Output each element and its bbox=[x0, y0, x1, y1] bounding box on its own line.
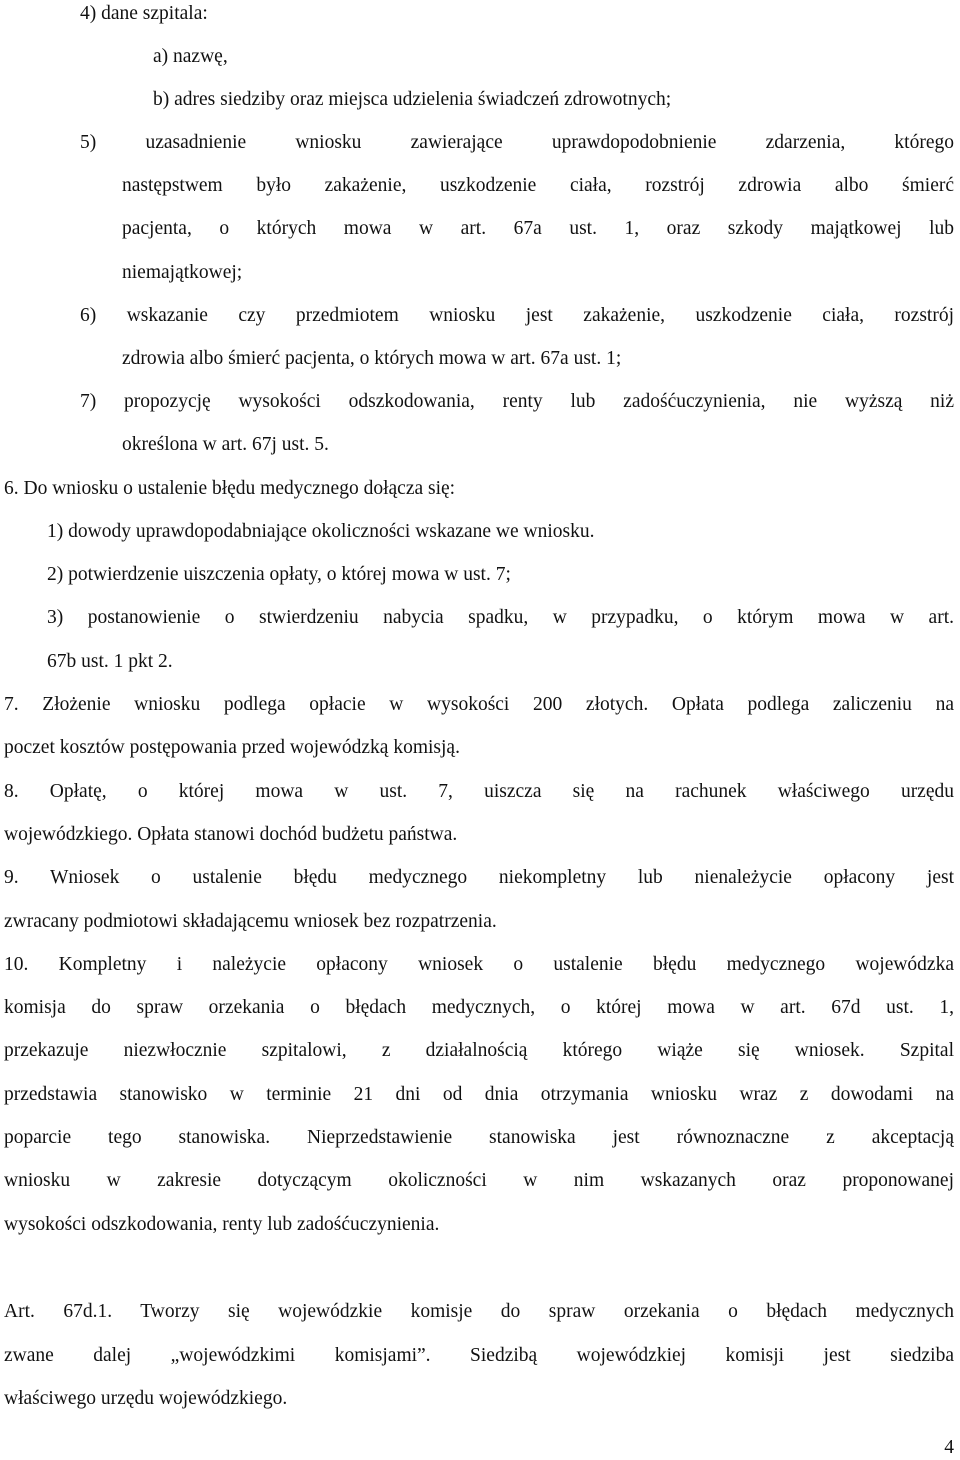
text-line: 5) uzasadnienie wniosku zawierające uprawdopodobnienie zdarzenia, którego bbox=[80, 132, 954, 153]
text-line: komisja do spraw orzekania o błędach medycznych, o której mowa w art. 67d ust. 1, bbox=[4, 997, 954, 1018]
text-line: przedstawia stanowisko w terminie 21 dni od dnia otrzymania wniosku wraz z dowodami na bbox=[4, 1084, 954, 1105]
text-line: wojewódzkiego. Opłata stanowi dochód budżetu państwa. bbox=[4, 824, 458, 845]
text-line: następstwem było zakażenie, uszkodzenie ciała, rozstrój zdrowia albo śmierć bbox=[122, 175, 954, 196]
text-line: przekazuje niezwłocznie szpitalowi, z działalnością którego wiąże się wniosek. Szpital bbox=[4, 1040, 954, 1061]
text-line: określona w art. 67j ust. 5. bbox=[122, 434, 329, 455]
text-line: poparcie tego stanowiska. Nieprzedstawienie stanowiska jest równoznaczne z akceptacją bbox=[4, 1127, 954, 1148]
text-line: 7. Złożenie wniosku podlega opłacie w wysokości 200 złotych. Opłata podlega zaliczeniu na bbox=[4, 694, 954, 715]
text-line: 10. Kompletny i należycie opłacony wniosek o ustalenie błędu medycznego wojewódzka bbox=[4, 954, 954, 975]
text-line: 7) propozycję wysokości odszkodowania, renty lub zadośćuczynienia, nie wyższą niż bbox=[80, 391, 954, 412]
page-number: 4 bbox=[944, 1437, 954, 1458]
article-heading-line: Art. 67d.1. Tworzy się wojewódzkie komisje do spraw orzekania o błędach medycznych bbox=[4, 1301, 954, 1322]
text-line: 2) potwierdzenie uiszczenia opłaty, o której mowa w ust. 7; bbox=[47, 564, 511, 585]
text-line: 67b ust. 1 pkt 2. bbox=[47, 651, 173, 672]
text-line: zwracany podmiotowi składającemu wniosek bez rozpatrzenia. bbox=[4, 911, 497, 932]
text-line: pacjenta, o których mowa w art. 67a ust. 1, oraz szkody majątkowej lub bbox=[122, 218, 954, 239]
text-line: 1) dowody uprawdopodabniające okoliczności wskazane we wniosku. bbox=[47, 521, 595, 542]
text-line: zwane dalej „wojewódzkimi komisjami”. Siedzibą wojewódzkiej komisji jest siedziba bbox=[4, 1345, 954, 1366]
text-line: właściwego urzędu wojewódzkiego. bbox=[4, 1388, 288, 1409]
text-line: 6) wskazanie czy przedmiotem wniosku jest zakażenie, uszkodzenie ciała, rozstrój bbox=[80, 305, 954, 326]
text-line: niemajątkowej; bbox=[122, 262, 243, 283]
text-line: a) nazwę, bbox=[153, 46, 228, 67]
text-line: 4) dane szpitala: bbox=[80, 3, 208, 24]
text-line: 8. Opłatę, o której mowa w ust. 7, uiszcza się na rachunek właściwego urzędu bbox=[4, 781, 954, 802]
text-line: zdrowia albo śmierć pacjenta, o których mowa w art. 67a ust. 1; bbox=[122, 348, 622, 369]
text-line: wniosku w zakresie dotyczącym okoliczności w nim wskazanych oraz proponowanej bbox=[4, 1170, 954, 1191]
text-line: 6. Do wniosku o ustalenie błędu medycznego dołącza się: bbox=[4, 478, 456, 499]
text-line: b) adres siedziby oraz miejsca udzielenia świadczeń zdrowotnych; bbox=[153, 89, 672, 110]
text-line: wysokości odszkodowania, renty lub zadośćuczynienia. bbox=[4, 1214, 440, 1235]
text-line: poczet kosztów postępowania przed wojewódzką komisją. bbox=[4, 737, 460, 758]
text-line: 9. Wniosek o ustalenie błędu medycznego niekompletny lub nienależycie opłacony jest bbox=[4, 867, 954, 888]
text-line: 3) postanowienie o stwierdzeniu nabycia spadku, w przypadku, o którym mowa w art. bbox=[47, 607, 954, 628]
